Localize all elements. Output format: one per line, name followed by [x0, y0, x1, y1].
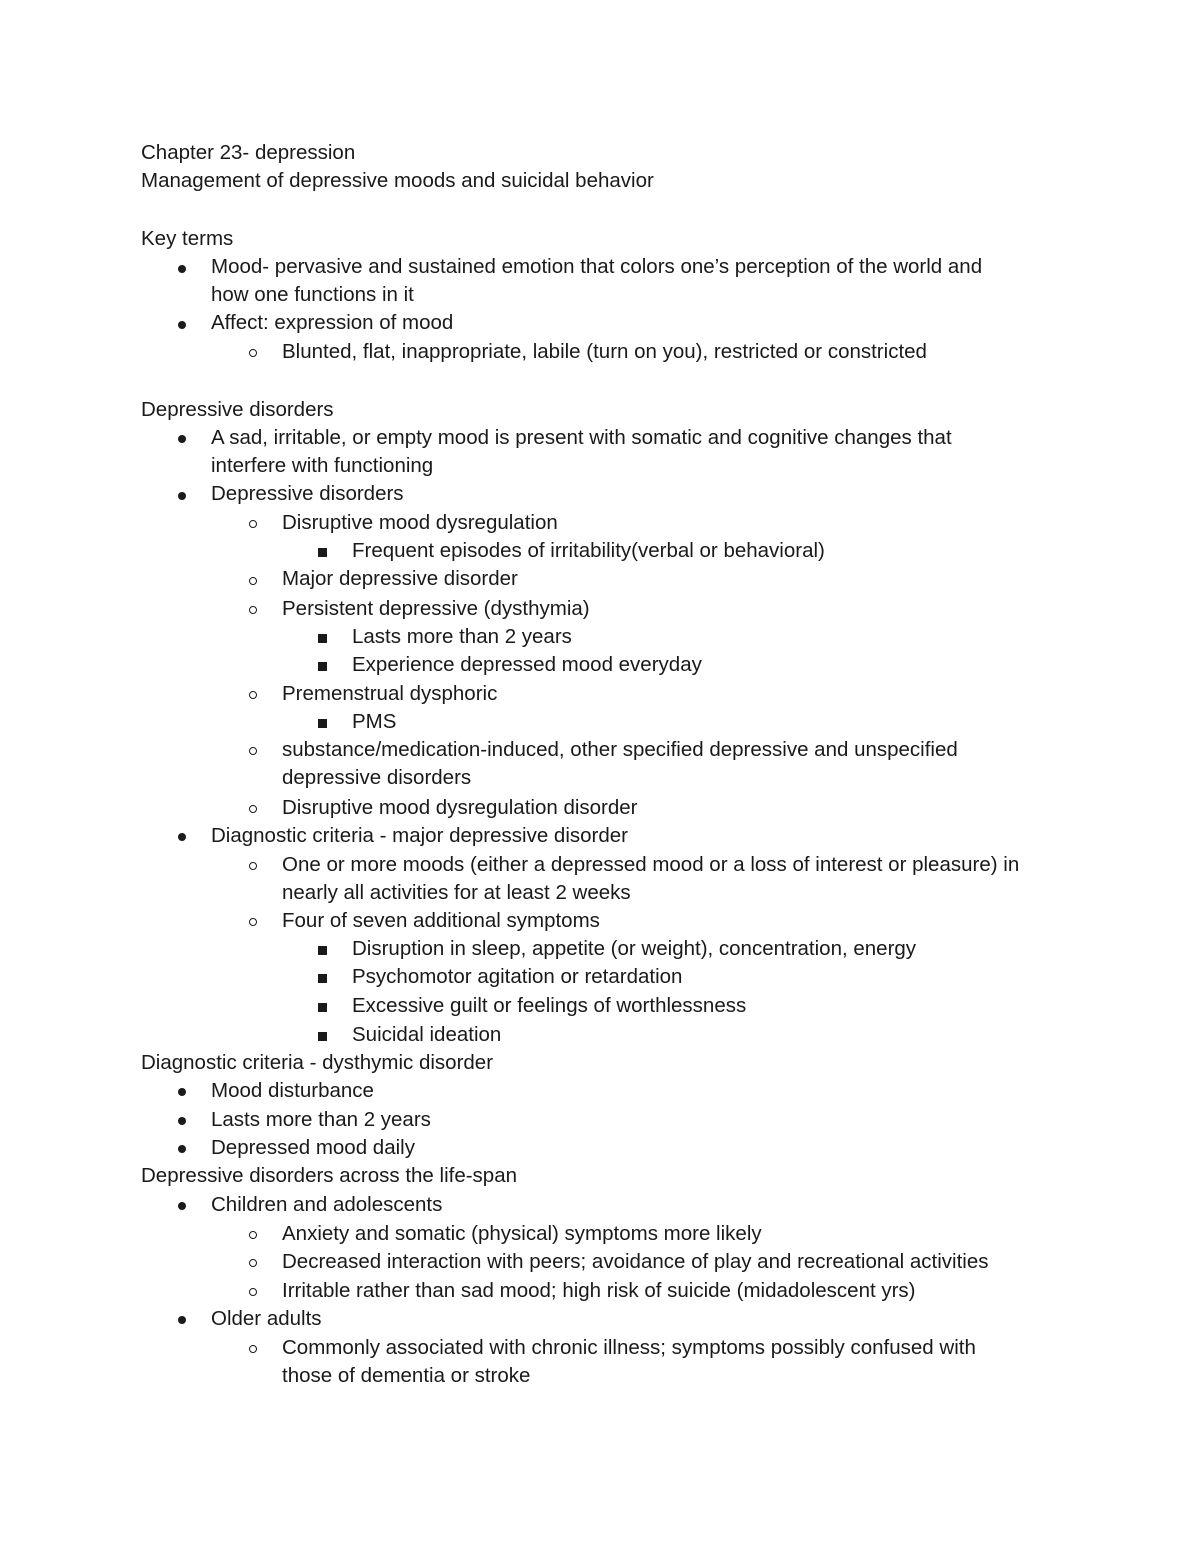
list-item-criteria-moods-cont: nearly all activities for at least 2 weeks: [282, 881, 631, 904]
bullet-square-icon: [318, 548, 327, 557]
list-item-persistent-detail: Lasts more than 2 years: [352, 625, 572, 648]
list-item-mdd: Major depressive disorder: [282, 567, 518, 590]
list-item-dmdd: Disruptive mood dysregulation disorder: [282, 796, 638, 819]
list-item-children: Children and adolescents: [211, 1193, 443, 1216]
list-item-persistent: Persistent depressive (dysthymia): [282, 597, 590, 620]
bullet-disc-icon: [178, 321, 186, 329]
bullet-circle-icon: [249, 349, 257, 357]
lifespan-heading: Depressive disorders across the life-span: [141, 1164, 517, 1187]
list-item-criteria-mdd: Diagnostic criteria - major depressive disorder: [211, 824, 628, 847]
bullet-square-icon: [318, 1003, 327, 1012]
bullet-circle-icon: [249, 1288, 257, 1296]
list-item-disorders: Depressive disorders: [211, 482, 404, 505]
list-item-symptom: Excessive guilt or feelings of worthlessness: [352, 994, 747, 1017]
bullet-circle-icon: [249, 747, 257, 755]
dysthymic-heading: Diagnostic criteria - dysthymic disorder: [141, 1051, 494, 1074]
list-item-pmdd: Premenstrual dysphoric: [282, 682, 498, 705]
list-item-dmd: Disruptive mood dysregulation: [282, 511, 558, 534]
bullet-disc-icon: [178, 1117, 186, 1125]
list-item-symptom: Disruption in sleep, appetite (or weight), concentration, energy: [352, 937, 917, 960]
list-item-pmdd-detail: PMS: [352, 710, 397, 733]
list-item-children-detail: Decreased interaction with peers; avoidance of play and recreational activities: [282, 1250, 989, 1273]
bullet-disc-icon: [178, 492, 186, 500]
bullet-circle-icon: [249, 1345, 257, 1353]
list-item-affect-types: Blunted, flat, inappropriate, labile (turn on you), restricted or constricted: [282, 340, 927, 363]
bullet-circle-icon: [249, 577, 257, 585]
list-item-symptom: Psychomotor agitation or retardation: [352, 965, 683, 988]
bullet-square-icon: [318, 719, 327, 728]
document-title: Chapter 23- depression: [141, 141, 356, 164]
list-item-dysthymic: Mood disturbance: [211, 1079, 374, 1102]
bullet-square-icon: [318, 634, 327, 643]
bullet-disc-icon: [178, 1202, 186, 1210]
bullet-square-icon: [318, 946, 327, 955]
list-item-dmd-detail: Frequent episodes of irritability(verbal or behavioral): [352, 539, 825, 562]
bullet-disc-icon: [178, 265, 186, 273]
list-item-children-detail: Anxiety and somatic (physical) symptoms more likely: [282, 1222, 762, 1245]
bullet-disc-icon: [178, 1145, 186, 1153]
bullet-square-icon: [318, 662, 327, 671]
key-terms-heading: Key terms: [141, 227, 234, 250]
list-item-substance: substance/medication-induced, other specified depressive and unspecified: [282, 738, 958, 761]
bullet-circle-icon: [249, 691, 257, 699]
list-item-persistent-detail: Experience depressed mood everyday: [352, 653, 702, 676]
bullet-square-icon: [318, 1032, 327, 1041]
bullet-disc-icon: [178, 833, 186, 841]
list-item-description: A sad, irritable, or empty mood is present with somatic and cognitive changes that: [211, 426, 952, 449]
bullet-circle-icon: [249, 1259, 257, 1267]
list-item-affect: Affect: expression of mood: [211, 311, 454, 334]
list-item-mood: Mood- pervasive and sustained emotion that colors one’s perception of the world and: [211, 255, 983, 278]
list-item-substance-cont: depressive disorders: [282, 766, 472, 789]
list-item-older-detail: Commonly associated with chronic illness; symptoms possibly confused with: [282, 1336, 976, 1359]
bullet-circle-icon: [249, 805, 257, 813]
list-item-symptom: Suicidal ideation: [352, 1023, 502, 1046]
bullet-circle-icon: [249, 606, 257, 614]
list-item-description-cont: interfere with functioning: [211, 454, 434, 477]
list-item-criteria-moods: One or more moods (either a depressed mood or a loss of interest or pleasure) in: [282, 853, 1020, 876]
bullet-disc-icon: [178, 435, 186, 443]
bullet-circle-icon: [249, 918, 257, 926]
list-item-mood-cont: how one functions in it: [211, 283, 414, 306]
list-item-dysthymic: Lasts more than 2 years: [211, 1108, 431, 1131]
list-item-older-detail-cont: those of dementia or stroke: [282, 1364, 531, 1387]
bullet-circle-icon: [249, 520, 257, 528]
list-item-older: Older adults: [211, 1307, 322, 1330]
list-item-children-detail: Irritable rather than sad mood; high risk of suicide (midadolescent yrs): [282, 1279, 916, 1302]
list-item-dysthymic: Depressed mood daily: [211, 1136, 415, 1159]
list-item-criteria-symptoms: Four of seven additional symptoms: [282, 909, 600, 932]
bullet-circle-icon: [249, 862, 257, 870]
bullet-circle-icon: [249, 1231, 257, 1239]
depressive-disorders-heading: Depressive disorders: [141, 398, 334, 421]
document-subtitle: Management of depressive moods and suicidal behavior: [141, 169, 654, 192]
bullet-disc-icon: [178, 1316, 186, 1324]
bullet-square-icon: [318, 974, 327, 983]
bullet-disc-icon: [178, 1088, 186, 1096]
